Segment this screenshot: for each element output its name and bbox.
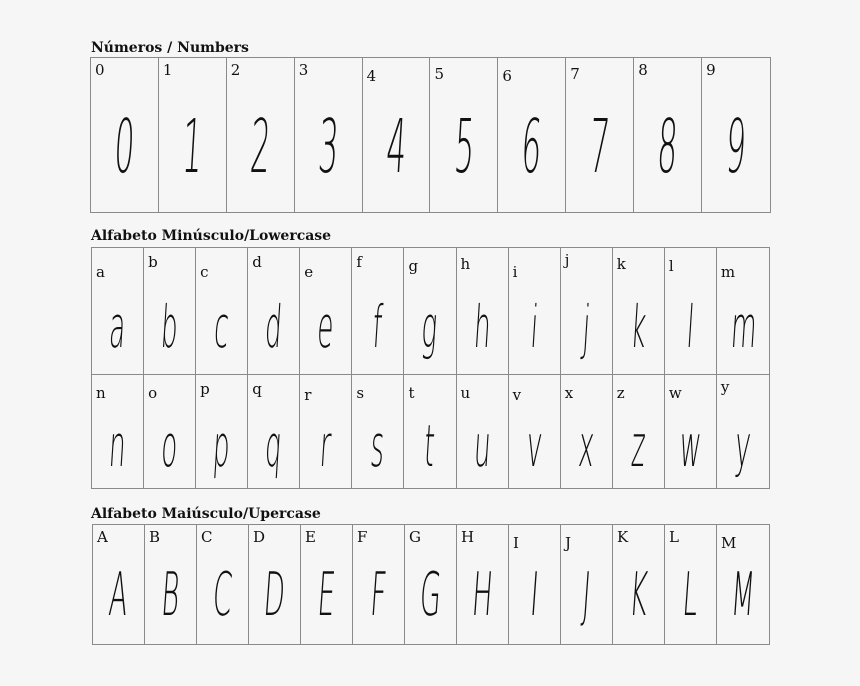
glyph-specimen: L — [680, 560, 701, 630]
glyph-label: v — [512, 386, 522, 404]
glyph-cell-L — [665, 525, 717, 644]
glyph-label: E — [305, 528, 316, 546]
glyph-cell-9 — [702, 58, 770, 212]
glyph-specimen: b — [159, 293, 181, 361]
glyph-label: r — [304, 386, 312, 404]
glyph-cell-F — [353, 525, 405, 644]
glyph-label: t — [408, 384, 415, 402]
glyph-cell-J — [561, 525, 613, 644]
glyph-specimen: y — [733, 412, 753, 480]
glyph-cell-b — [144, 248, 196, 374]
glyph-specimen: F — [368, 560, 389, 630]
glyph-cell-6 — [498, 58, 566, 212]
glyph-cell-g — [404, 248, 456, 374]
glyph-cell-z — [613, 375, 665, 488]
glyph-label: 9 — [706, 61, 716, 79]
glyph-cell-u — [457, 375, 509, 488]
glyph-label: H — [461, 528, 475, 546]
glyph-cell-w — [665, 375, 717, 488]
lowercase-section-title: Alfabeto Minúsculo/Lowercase — [91, 228, 332, 244]
glyph-specimen: d — [263, 293, 285, 361]
glyph-cell-o — [144, 375, 196, 488]
glyph-cell-0 — [91, 58, 159, 212]
uppercase-grid — [92, 524, 770, 645]
glyph-cell-k — [613, 248, 665, 374]
glyph-cell-h — [457, 248, 509, 374]
glyph-cell-8 — [634, 58, 702, 212]
glyph-cell-p — [196, 375, 248, 488]
glyph-label: 2 — [230, 61, 241, 79]
glyph-cell-q — [248, 375, 300, 488]
glyph-label: b — [148, 253, 158, 271]
glyph-specimen: 5 — [451, 104, 477, 190]
glyph-cell-A — [93, 525, 145, 644]
glyph-label: 1 — [162, 61, 173, 79]
glyph-cell-c — [196, 248, 248, 374]
glyph-specimen: k — [628, 293, 649, 361]
glyph-cell-2 — [227, 58, 295, 212]
glyph-label: i — [512, 263, 518, 281]
glyph-label: w — [668, 384, 682, 402]
glyph-specimen: q — [263, 412, 285, 480]
glyph-specimen: p — [211, 412, 233, 480]
glyph-specimen: t — [422, 412, 438, 480]
glyph-label: 6 — [502, 67, 512, 85]
glyph-label: s — [356, 384, 365, 402]
glyph-label: l — [668, 257, 674, 275]
glyph-cell-7 — [566, 58, 634, 212]
glyph-cell-x — [561, 375, 613, 488]
lowercase-grid — [91, 247, 770, 489]
glyph-label: z — [616, 384, 625, 402]
glyph-cell-r — [300, 375, 352, 488]
glyph-specimen: j — [580, 293, 592, 361]
glyph-specimen: 6 — [519, 104, 545, 190]
glyph-specimen: g — [420, 293, 440, 361]
glyph-specimen: z — [629, 412, 648, 480]
glyph-specimen: r — [318, 412, 334, 480]
glyph-specimen: K — [627, 560, 650, 630]
glyph-cell-H — [457, 525, 509, 644]
glyph-label: 0 — [95, 61, 105, 79]
glyph-specimen: f — [371, 293, 385, 361]
glyph-label: B — [149, 528, 161, 546]
glyph-specimen: 3 — [315, 104, 341, 190]
glyph-specimen: 0 — [112, 104, 137, 190]
glyph-specimen: s — [368, 412, 387, 480]
glyph-label: d — [252, 253, 262, 271]
glyph-specimen: m — [729, 293, 759, 361]
glyph-specimen: c — [212, 293, 231, 361]
glyph-specimen: x — [576, 412, 597, 480]
glyph-label: o — [148, 384, 158, 402]
glyph-specimen: D — [261, 560, 288, 630]
glyph-cell-a — [92, 248, 144, 374]
glyph-cell-n — [92, 375, 144, 488]
glyph-label: 3 — [298, 61, 309, 79]
glyph-specimen: G — [417, 560, 444, 630]
glyph-label: y — [720, 378, 730, 396]
glyph-specimen: H — [469, 560, 496, 630]
glyph-specimen: a — [107, 293, 128, 361]
uppercase-section-title: Alfabeto Maiúsculo/Upercase — [91, 506, 321, 522]
glyph-specimen: w — [677, 412, 704, 480]
glyph-cell-M — [717, 525, 769, 644]
glyph-specimen: 7 — [587, 104, 613, 190]
glyph-specimen: 8 — [655, 104, 681, 190]
glyph-cell-4 — [363, 58, 431, 212]
glyph-cell-v — [509, 375, 561, 488]
glyph-cell-E — [301, 525, 353, 644]
glyph-label: L — [669, 528, 679, 546]
glyph-label: J — [565, 534, 572, 552]
glyph-label: f — [356, 253, 362, 271]
glyph-specimen: v — [524, 412, 545, 480]
glyph-label: h — [460, 255, 471, 273]
glyph-label: k — [616, 255, 626, 273]
numbers-grid — [90, 57, 771, 213]
glyph-cell-e — [300, 248, 352, 374]
glyph-cell-3 — [295, 58, 363, 212]
glyph-specimen: 4 — [383, 104, 409, 190]
glyph-specimen: 9 — [723, 104, 749, 190]
glyph-cell-K — [613, 525, 665, 644]
glyph-label: D — [253, 528, 266, 546]
glyph-label: x — [564, 384, 574, 402]
glyph-specimen: l — [684, 293, 697, 361]
glyph-label: 8 — [638, 61, 648, 79]
glyph-label: c — [200, 263, 209, 281]
glyph-specimen: M — [728, 560, 758, 630]
glyph-label: e — [304, 263, 314, 281]
glyph-cell-t — [404, 375, 456, 488]
glyph-cell-I — [509, 525, 561, 644]
glyph-label: G — [409, 528, 421, 546]
glyph-label: a — [96, 263, 105, 281]
glyph-cell-B — [145, 525, 197, 644]
numbers-section-title: Números / Numbers — [91, 40, 249, 56]
glyph-specimen: e — [315, 293, 337, 361]
glyph-cell-l — [665, 248, 717, 374]
glyph-label: p — [200, 380, 210, 398]
glyph-label: A — [97, 528, 108, 546]
glyph-label: M — [721, 534, 737, 552]
glyph-cell-i — [509, 248, 561, 374]
glyph-label: m — [720, 263, 736, 281]
glyph-specimen: n — [107, 412, 128, 480]
glyph-specimen: h — [471, 293, 493, 361]
glyph-cell-m — [717, 248, 769, 374]
glyph-label: u — [460, 384, 471, 402]
glyph-specimen: J — [580, 560, 593, 630]
glyph-cell-s — [352, 375, 404, 488]
glyph-specimen: C — [210, 560, 235, 630]
glyph-specimen: A — [106, 560, 131, 630]
glyph-label: q — [252, 380, 262, 398]
glyph-cell-G — [405, 525, 457, 644]
glyph-specimen: 2 — [247, 104, 273, 190]
glyph-cell-j — [561, 248, 613, 374]
glyph-specimen: I — [528, 560, 541, 630]
glyph-cell-D — [249, 525, 301, 644]
glyph-specimen: E — [315, 560, 338, 630]
glyph-label: j — [564, 251, 570, 269]
glyph-specimen: i — [528, 293, 540, 361]
glyph-label: K — [617, 528, 629, 546]
glyph-label: I — [513, 534, 519, 552]
glyph-cell-1 — [159, 58, 227, 212]
glyph-label: 4 — [366, 67, 377, 85]
glyph-specimen: o — [159, 412, 180, 480]
glyph-label: 7 — [570, 65, 580, 83]
glyph-cell-5 — [431, 58, 499, 212]
glyph-cell-y — [717, 375, 769, 488]
glyph-label: C — [201, 528, 213, 546]
glyph-specimen: 1 — [179, 104, 205, 190]
glyph-label: 5 — [434, 65, 445, 83]
glyph-label: F — [357, 528, 368, 546]
glyph-label: g — [408, 257, 419, 275]
glyph-cell-d — [248, 248, 300, 374]
glyph-specimen: u — [471, 412, 493, 480]
glyph-cell-C — [197, 525, 249, 644]
glyph-cell-f — [352, 248, 404, 374]
glyph-specimen: B — [159, 560, 182, 630]
glyph-label: n — [96, 384, 106, 402]
